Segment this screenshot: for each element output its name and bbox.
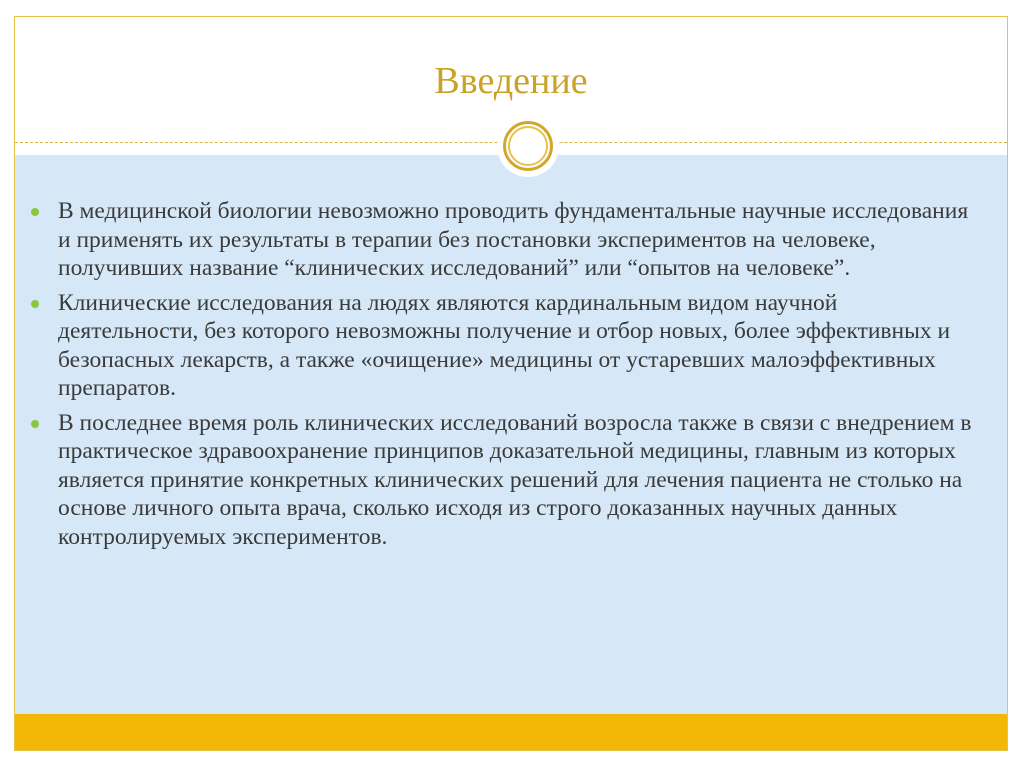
bullet-list bbox=[30, 197, 980, 557]
slide-title: Введение bbox=[434, 60, 588, 102]
bullet-text: В последнее время роль клинических исследований возросла также в связи с внедрением в практическое здравоохранение принципов доказательной медицины, главным из которых является принятие конкретных клинических решений для лечения пациента не столько на основе личного опыта врача, сколько исходя из строго доказанных научных данных контролируемых экспериментов. bbox=[58, 409, 972, 550]
bullet-item bbox=[30, 289, 980, 403]
bullet-item bbox=[30, 409, 980, 552]
bottom-bar bbox=[15, 714, 1007, 750]
bullet-item bbox=[30, 197, 980, 283]
bullet-dot-icon bbox=[31, 300, 39, 308]
bullet-text: В медицинской биологии невозможно проводить фундаментальные научные исследования и применять их результаты в терапии без постановки экспериментов на человеке, получивших название “клинических исследований” или “опытов на человеке”. bbox=[58, 198, 969, 281]
bullet-dot-icon bbox=[31, 420, 39, 428]
ring-ornament-inner-icon bbox=[508, 126, 548, 166]
bullet-dot-icon bbox=[31, 208, 39, 216]
bullet-text: Клинические исследования на людях являются кардинальным видом научной деятельности, без которого невозможны получение и отбор новых, более эффективных и безопасных лекарств, а также «очищение» медицины от устаревших малоэффективных препаратов. bbox=[58, 289, 951, 401]
